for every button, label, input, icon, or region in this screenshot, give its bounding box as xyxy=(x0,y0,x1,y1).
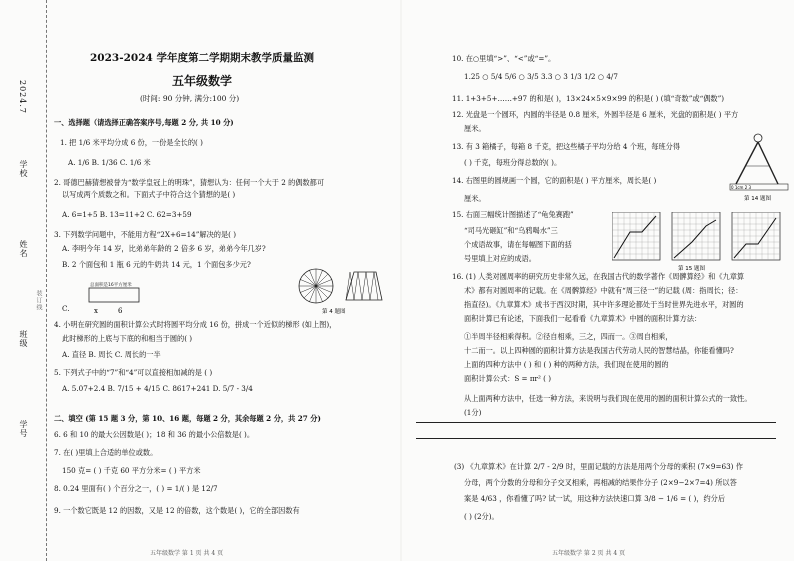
right-line-12: 号里填上对应的成语。 xyxy=(464,254,536,263)
right-line-18: 十二而一。以上四种圆的面积计算方法是我国古代劳动人民的智慧结晶，你能看懂吗? xyxy=(464,346,734,355)
right-line-2: 11. 1+3+5+……+97 的和是( )，13×24×5×9×99 的积是( ) (填“奇数”或“偶数”) xyxy=(452,94,725,103)
gutter-name: 姓名 xyxy=(19,240,28,258)
fig4-caption: 第 4 题图 xyxy=(322,309,346,315)
fig15-caption: 第 15 题图 xyxy=(678,266,705,272)
ruler-label: 0 1cm 2 3 xyxy=(731,185,752,190)
graph-curve xyxy=(614,216,656,258)
left-line-6: 3. 下列数学问题中，不能用方程“2X+6=14”解决的是( ) xyxy=(54,230,237,239)
right-line-22: (1分) xyxy=(464,408,482,417)
left-line-5: A. 6=1+5 B. 13=11+2 C. 62=3+59 xyxy=(62,210,192,219)
right-line-17: ①半周半径相乘得积。②径自相乘，三之，四而一。③周自相乘， xyxy=(464,332,673,341)
right-line-0: 10. 在○里填“>”、“<”或“=”。 xyxy=(452,54,556,63)
gutter-num: 学号 xyxy=(19,420,28,438)
left-line-2: A. 1/6 B. 1/36 C. 1/6 米 xyxy=(68,158,151,167)
exam-subject: 五年级数学 xyxy=(172,74,233,88)
left-line-4: 以写成两个质数之和。下面式子中符合这个猜想的是( ) xyxy=(62,190,236,199)
rectangle-figure xyxy=(88,278,150,318)
gutter-bind: 装订线 xyxy=(35,290,42,311)
left-line-14: A. 5.07+2.4 B. 7/15 + 4/15 C. 8617+241 D. 5/7 - 3/4 xyxy=(62,384,253,393)
circle-spoke xyxy=(304,286,316,298)
left-line-16: 6. 6 和 10 的最大公因数是( )；18 和 36 的最小公倍数是( )。 xyxy=(54,430,255,439)
gutter-year: 2024.7 xyxy=(18,80,27,114)
right-line-1: 1.25 ○ 5/4 5/6 ○ 3/5 3.3 ○ 3 1/3 1/2 ○ 4/7 xyxy=(464,72,618,81)
right-line-13: 16. (1) 人类对圆周率的研究历史非常久远，在我国古代的数学著作《周髀算经》和《九章算 xyxy=(452,272,745,281)
right-line-19: 上面的四种方法中 ( ) 和 ( ) 种的两种方法，我们现在使用的圆的 xyxy=(464,360,669,369)
left-line-0: 一、选择题（请选择正确答案序号,每题 2 分, 共 10 分) xyxy=(54,118,234,127)
right-line-4: 厘米。 xyxy=(464,124,486,133)
left-line-18: 150 克= ( ) 千克 60 平方分米= ( ) 平方米 xyxy=(62,466,201,475)
answer-line-2 xyxy=(416,438,776,439)
circle-spoke xyxy=(304,274,316,286)
right-line-23: (3) 《九章算术》在计算 2/7 - 2/9 时，里面记载的方法是用两个分母的乘积 (7×9=63) 作 xyxy=(454,462,743,471)
right-line-5: 13. 有 3 箱橘子，每箱 8 千克，把这些橘子平均分给 4 个班，每班分得 xyxy=(452,142,681,151)
compass-figure xyxy=(728,132,794,204)
exam-time: (时间: 90 分钟, 满分:100 分) xyxy=(140,94,240,103)
right-line-15: 指直径)。《九章算术》成书于西汉时期，其中许多理论都处于当时世界先进水平，对圆的 xyxy=(464,300,744,309)
circle-spoke xyxy=(316,274,328,286)
right-page xyxy=(402,0,794,561)
gutter-class: 班级 xyxy=(19,330,28,348)
left-line-7: A. 李明今年 14 岁，比弟弟年龄的 2 倍多 6 岁，弟弟今年几岁? xyxy=(62,244,266,253)
right-line-6: ( ) 千克，每班分得总数的( )。 xyxy=(464,158,562,167)
left-line-15: 二、填空 (第 15 题 3 分，第 10、16 题，每题 2 分，其余每题 2 分，共 27 分) xyxy=(54,414,321,423)
left-footer: 五年级数学 第 1 页 共 4 页 xyxy=(150,550,224,557)
left-line-17: 7. 在( )里填上合适的单位或数。 xyxy=(54,448,158,457)
left-line-10: 4. 小明在研究圆的面积计算公式时将圆平均分成 16 份，拼成一个近似的梯形 (如上图)， xyxy=(54,320,337,329)
binding-gutter xyxy=(0,0,47,561)
right-line-21: 从上面两种方法中，任选一种方法，来说明与我们现在使用的圆的面积计算公式的一致性。 xyxy=(464,394,752,403)
left-line-3: 2. 哥德巴赫猜想被誉为“数学皇冠上的明珠”，猜想认为：任何一个大于 2 的偶数都可 xyxy=(54,178,325,187)
left-line-19: 8. 0.24 里面有( ) 个百分之一，( ) = 1/( ) 是 12/7 xyxy=(54,484,218,493)
left-line-8: B. 2 个面包和 1 瓶 6 元的牛奶共 14 元，1 个面包多少元? xyxy=(62,260,251,269)
right-line-9: 15. 右面三幅统计图描述了“龟兔赛跑” xyxy=(452,210,574,219)
exam-title: 2023-2024 学年度第二学期期末教学质量监测 xyxy=(90,52,314,64)
right-line-24: 分母，两个分数的分母和分子交叉相乘，再相减的结果作分子 (2×9−2×7=4) 所以答 xyxy=(464,478,737,487)
svg-text:6: 6 xyxy=(118,307,123,315)
right-line-20: 面积计算公式：S = πr² ( ) xyxy=(464,374,552,383)
right-line-11: 个成语故事，请在每幅图下面的括 xyxy=(464,240,572,249)
right-line-14: 术》都有对圆周率的记载。在《周髀算经》中就有“周三径一”的记载 (周：指周长；径： xyxy=(464,286,743,295)
answer-line-1 xyxy=(416,422,776,423)
right-line-26: ( ) (2分)。 xyxy=(464,512,499,521)
right-line-3: 12. 光盘是一个圆环，内圆的半径是 0.8 厘米，外圆半径是 6 厘米，光盘的面积是( ) 平方 xyxy=(452,110,739,119)
left-line-20: 9. 一个数它既是 12 的因数，又是 12 的倍数，这个数是( )，它的全部因数有 xyxy=(54,506,300,515)
svg-text:x: x xyxy=(94,307,98,315)
right-footer: 五年级数学 第 2 页 共 4 页 xyxy=(552,550,626,557)
left-line-1: 1. 把 1/6 米平均分成 6 份，一份是全长的( ) xyxy=(60,138,203,147)
right-line-7: 14. 右图里的圆规画一个圆，它的面积是( ) 平方厘米，周长是( ) xyxy=(452,176,657,185)
right-line-16: 面积计算已有论述，下面我们一起看看《九章算术》中圆的面积计算方法： xyxy=(464,314,702,323)
left-line-12: A. 直径 B. 周长 C. 周长的一半 xyxy=(62,350,161,359)
rect-label: 总面积是16平方厘米 xyxy=(90,283,132,288)
circle-spoke xyxy=(316,286,328,298)
left-line-13: 5. 下列式子中的“7”和“4”可以直接相加减的是 ( ) xyxy=(54,368,213,377)
circle-trapezoid-figure xyxy=(296,266,386,316)
left-line-9: C. xyxy=(62,304,70,313)
right-line-8: 厘米。 xyxy=(464,194,486,203)
gutter-school: 学校 xyxy=(19,160,28,178)
left-line-11: 此时梯形的上底与下底的和相当于圆的( ) xyxy=(62,334,193,343)
right-line-25: 案是 4/63 ，你看懂了吗? 试一试，用这种方法快速口算 3/8 − 1/6 = ( )，约分后 xyxy=(464,494,726,503)
fig14-caption: 第 14 题图 xyxy=(744,196,771,202)
graph-curve xyxy=(674,220,716,258)
right-line-10: “司马光砸缸”和“乌鸦喝水”三 xyxy=(464,226,558,235)
three-graphs-figure xyxy=(612,212,792,272)
